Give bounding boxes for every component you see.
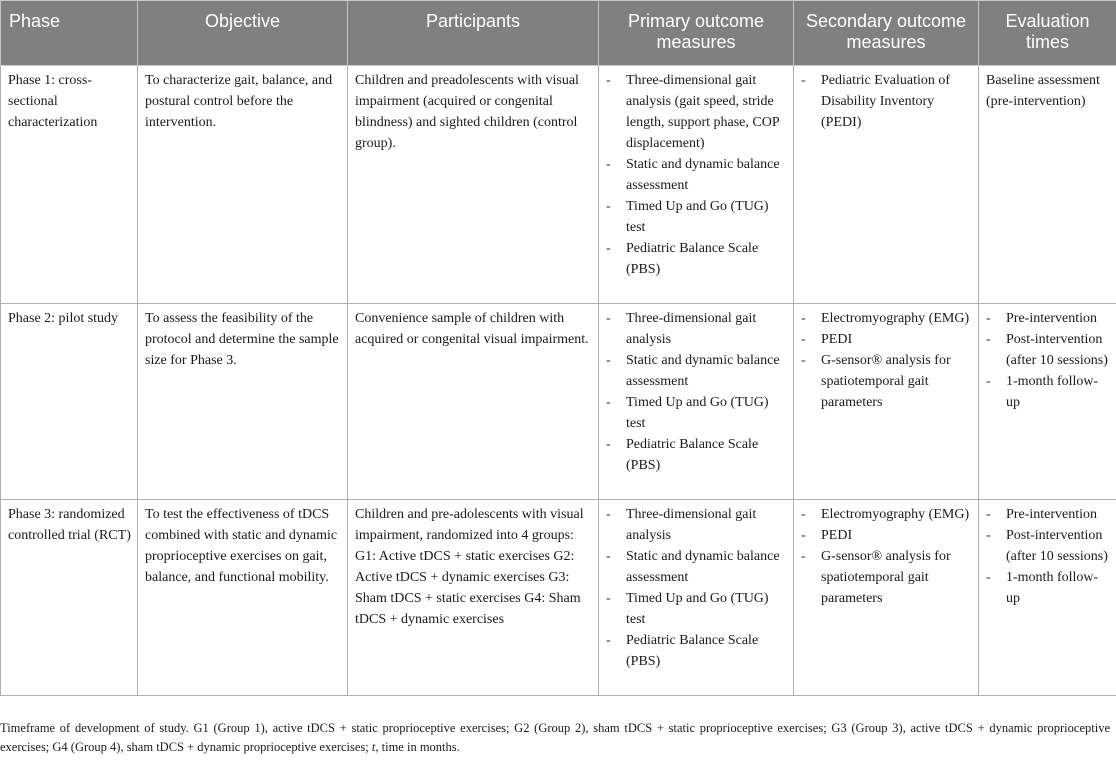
header-phase: Phase [1,1,138,66]
cell-objective: To characterize gait, balance, and postural control before the intervention. [138,66,348,304]
caption-t-symbol: t [371,740,376,754]
primary-outcome-list [606,70,787,280]
list-item: - Three-dimensional gait analysis [606,308,787,350]
list-item: - Three-dimensional gait analysis [606,504,787,546]
list-item: - G-sensor® analysis for spatiotemporal gait parameters [801,546,972,609]
evaluation-times-list [986,504,1110,609]
list-item: - Pediatric Balance Scale (PBS) [606,238,787,280]
list-item: - Pre-intervention [986,504,1110,525]
list-item: - Timed Up and Go (TUG) test [606,392,787,434]
table-row [1,500,1116,696]
primary-outcome-list [606,504,787,672]
list-item: - Static and dynamic balance assessment [606,546,787,588]
list-item: - Pediatric Balance Scale (PBS) [606,630,787,672]
cell-primary-outcome [599,304,794,500]
secondary-outcome-list [801,70,972,133]
cell-phase: Phase 2: pilot study [1,304,138,500]
list-item: - Three-dimensional gait analysis (gait speed, stride length, support phase, COP displacement) [606,70,787,154]
secondary-outcome-list [801,308,972,413]
table-row [1,66,1116,304]
caption-text: Timeframe of development of study. G1 (Group 1), active tDCS + static proprioceptive exercises; G2 (Group 2), sham tDCS + static proprioceptive exercises; G3 (Group 3), active tDCS + dynamic proprioceptive exercises; G4 (Group 4), sham tDCS + dynamic proprioceptive exercises; [0,721,1110,754]
list-item: - Timed Up and Go (TUG) test [606,588,787,630]
secondary-outcome-list [801,504,972,609]
header-objective: Objective [138,1,348,66]
caption-t-desc: , time in months. [375,740,460,754]
table-row [1,304,1116,500]
cell-participants: Children and preadolescents with visual impairment (acquired or congenital blindness) and sighted children (control group). [348,66,599,304]
primary-outcome-list [606,308,787,476]
cell-evaluation-times [979,304,1116,500]
list-item: - Electromyography (EMG) [801,308,972,329]
list-item: - 1-month follow-up [986,567,1110,609]
list-item: - Pediatric Evaluation of Disability Inventory (PEDI) [801,70,972,133]
list-item: - Post-intervention (after 10 sessions) [986,329,1110,371]
cell-primary-outcome [599,500,794,696]
cell-participants: Convenience sample of children with acquired or congenital visual impairment. [348,304,599,500]
cell-phase: Phase 1: cross-sectional characterization [1,66,138,304]
cell-evaluation-times: Baseline assessment (pre-intervention) [979,66,1116,304]
list-item: - Timed Up and Go (TUG) test [606,196,787,238]
evaluation-times-list [986,308,1110,413]
list-item: - Static and dynamic balance assessment [606,154,787,196]
list-item: - Pre-intervention [986,308,1110,329]
header-primary-outcome: Primary outcome measures [599,1,794,66]
list-item: - Pediatric Balance Scale (PBS) [606,434,787,476]
list-item: - Static and dynamic balance assessment [606,350,787,392]
list-item: - PEDI [801,329,972,350]
cell-secondary-outcome [794,66,979,304]
header-participants: Participants [348,1,599,66]
cell-secondary-outcome [794,500,979,696]
cell-participants: Children and pre-adolescents with visual impairment, randomized into 4 groups: G1: Active tDCS + static exercises G2: Active tDCS + dynamic exercises G3: Sham tDCS + static exercises G4: Sham tDCS + dynamic exercises [348,500,599,696]
cell-primary-outcome [599,66,794,304]
list-item: - 1-month follow-up [986,371,1110,413]
cell-objective: To test the effectiveness of tDCS combined with static and dynamic proprioceptive exercises on gait, balance, and functional mobility. [138,500,348,696]
table-header-row [1,1,1116,66]
cell-evaluation-times [979,500,1116,696]
cell-objective: To assess the feasibility of the protocol and determine the sample size for Phase 3. [138,304,348,500]
header-evaluation-times: Evaluation times [979,1,1116,66]
list-item: - Electromyography (EMG) [801,504,972,525]
header-secondary-outcome: Secondary outcome measures [794,1,979,66]
list-item: - Post-intervention (after 10 sessions) [986,525,1110,567]
table-caption [0,719,1110,757]
list-item: - PEDI [801,525,972,546]
cell-secondary-outcome [794,304,979,500]
list-item: - G-sensor® analysis for spatiotemporal gait parameters [801,350,972,413]
cell-phase: Phase 3: randomized controlled trial (RCT) [1,500,138,696]
